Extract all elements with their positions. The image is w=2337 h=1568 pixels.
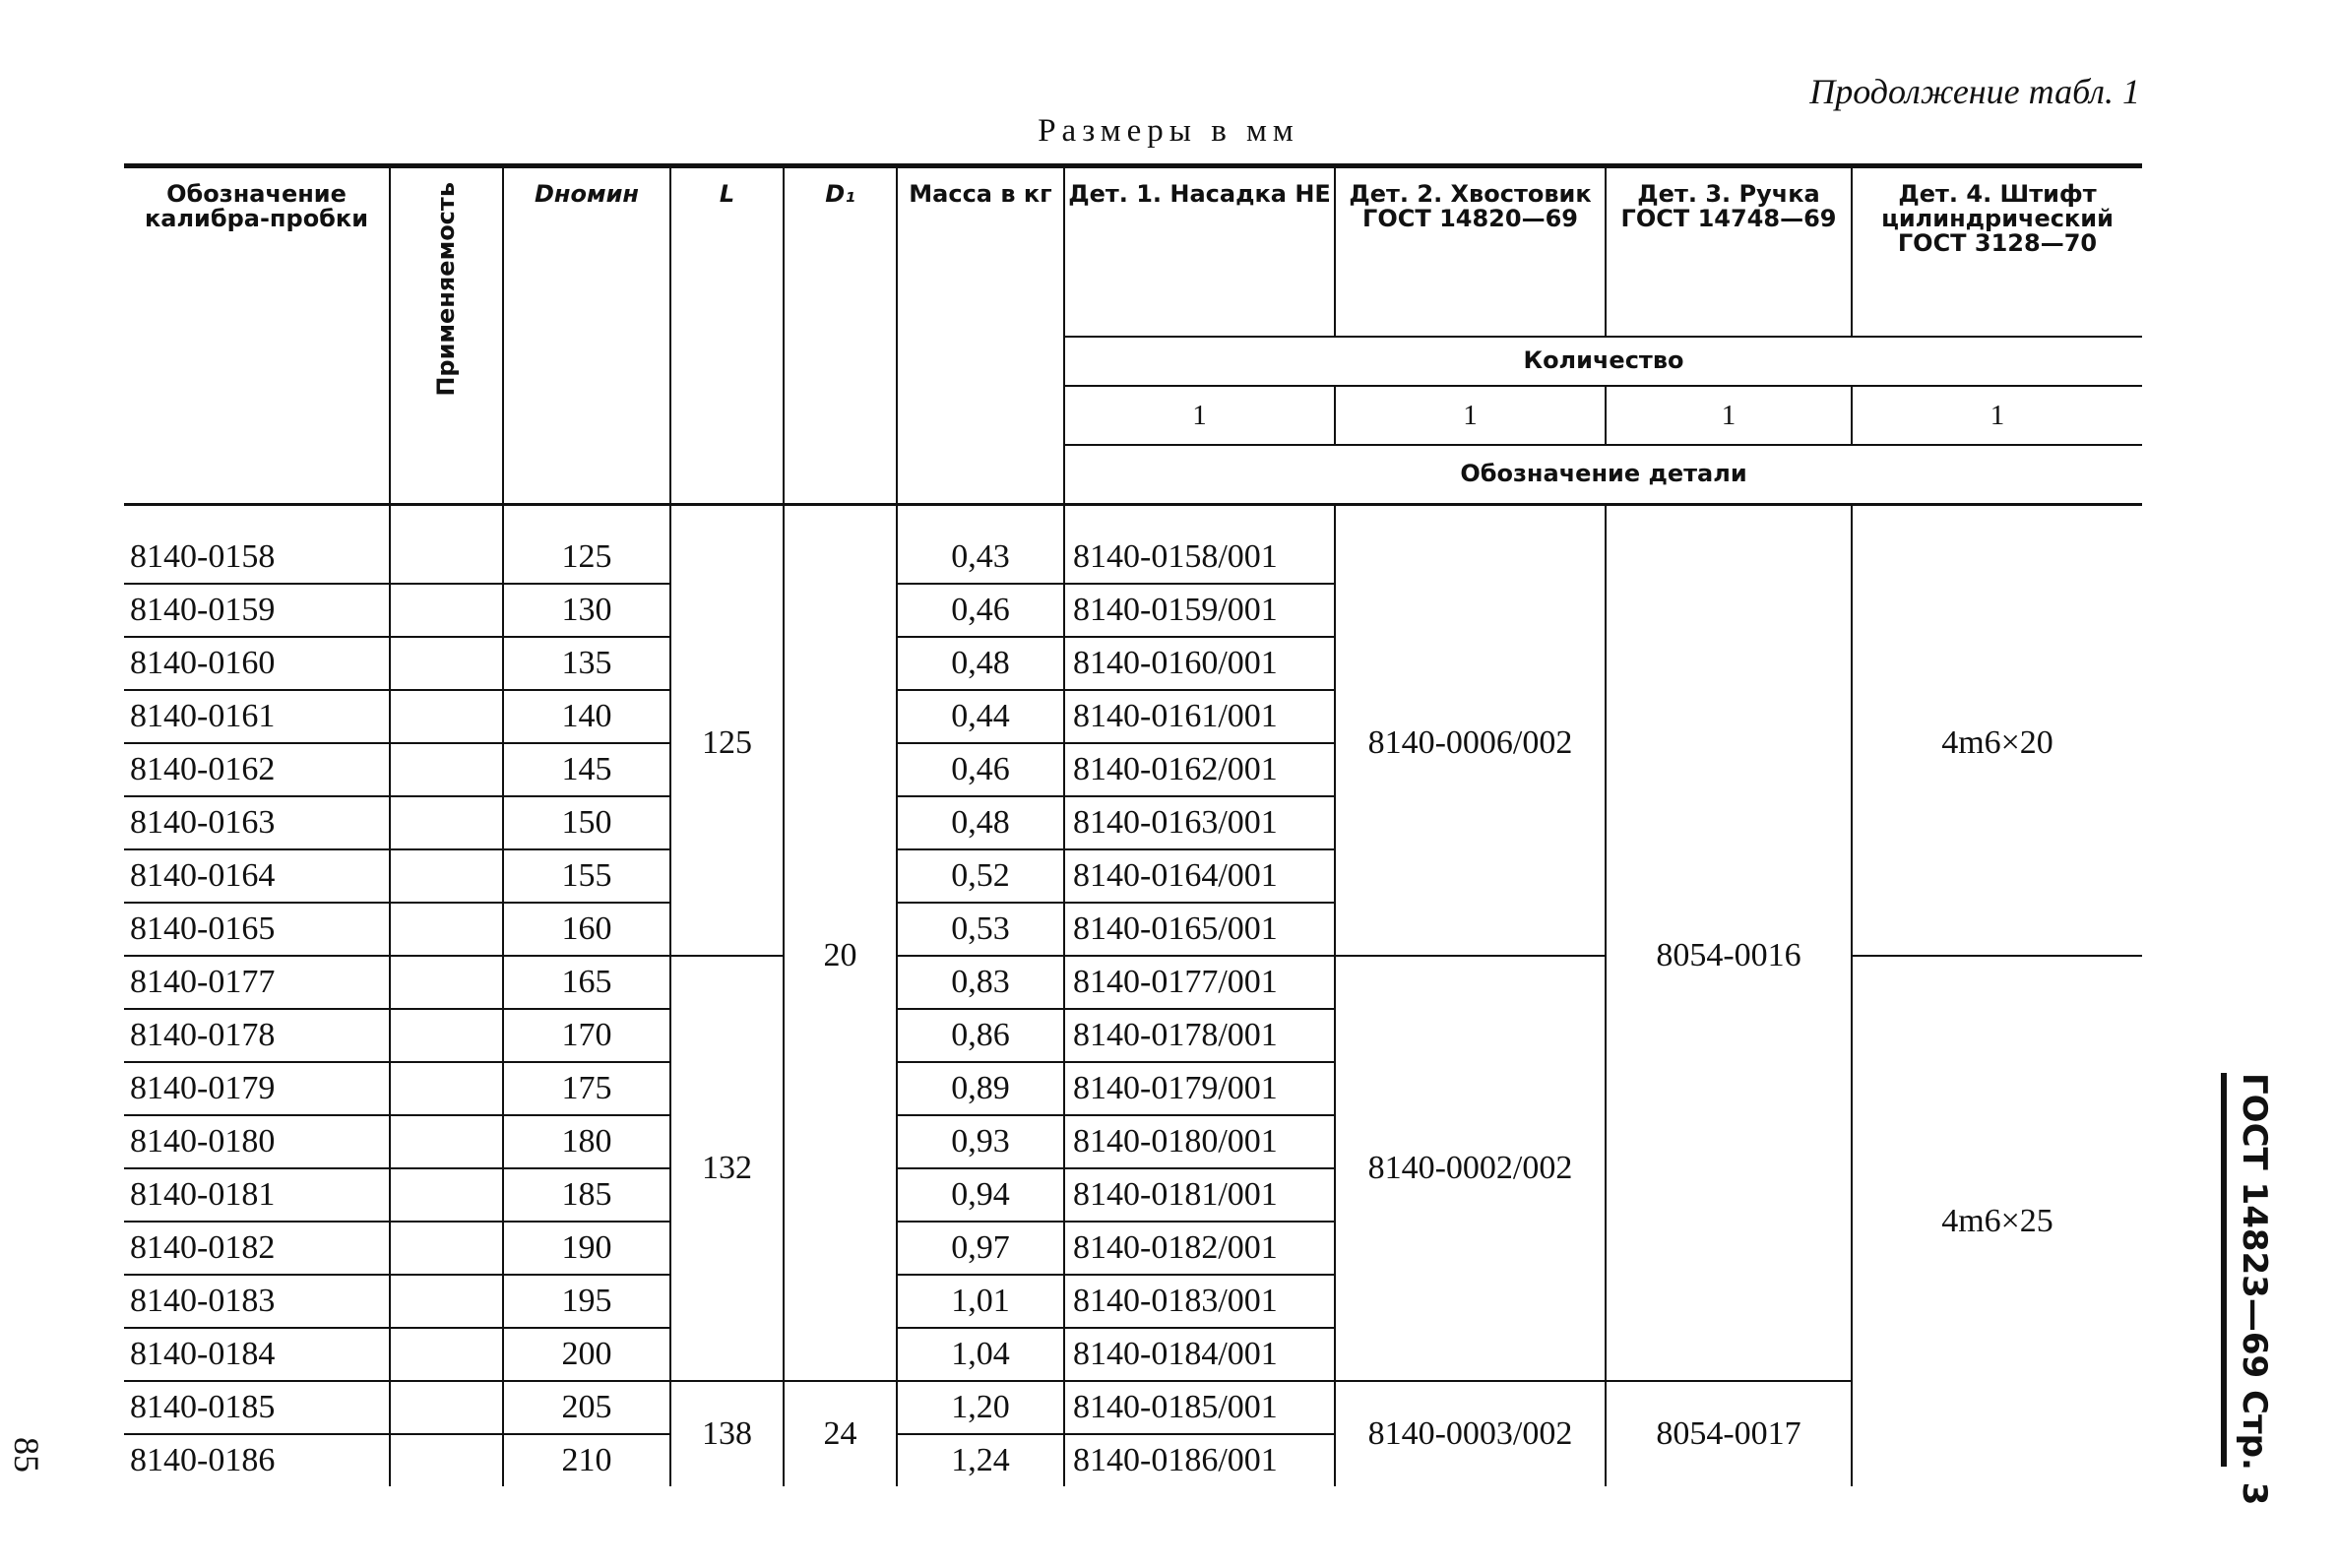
cell-code: 8140-0180 bbox=[124, 1115, 390, 1168]
cell-l: 138 bbox=[670, 1381, 784, 1486]
cell-code: 8140-0183 bbox=[124, 1275, 390, 1328]
cell-d-nom: 195 bbox=[503, 1275, 670, 1328]
cell-code: 8140-0181 bbox=[124, 1168, 390, 1222]
cell-mass: 0,44 bbox=[897, 690, 1064, 743]
cell-code: 8140-0185 bbox=[124, 1381, 390, 1434]
cell-mass: 0,48 bbox=[897, 637, 1064, 690]
cell-d-nom: 140 bbox=[503, 690, 670, 743]
units-note: Размеры в мм bbox=[1038, 113, 1299, 149]
cell-code: 8140-0179 bbox=[124, 1062, 390, 1115]
cell-d-nom: 175 bbox=[503, 1062, 670, 1115]
cell-applicability bbox=[390, 1381, 503, 1434]
cell-code: 8140-0161 bbox=[124, 690, 390, 743]
header-det4: Дет. 4. Штифт цилиндрический ГОСТ 3128—70 bbox=[1852, 166, 2142, 338]
cell-det1: 8140-0160/001 bbox=[1064, 637, 1335, 690]
cell-d-nom: 180 bbox=[503, 1115, 670, 1168]
cell-d1: 20 bbox=[784, 532, 897, 1381]
side-gost-label bbox=[2221, 1073, 2278, 1506]
cell-l: 132 bbox=[670, 956, 784, 1381]
header-applicability bbox=[390, 166, 503, 505]
cell-mass: 0,97 bbox=[897, 1222, 1064, 1275]
cell-det1: 8140-0185/001 bbox=[1064, 1381, 1335, 1434]
cell-mass: 0,94 bbox=[897, 1168, 1064, 1222]
cell-mass: 0,52 bbox=[897, 849, 1064, 903]
cell-applicability bbox=[390, 1328, 503, 1381]
header-l: L bbox=[670, 166, 784, 505]
cell-det3: 8054-0016 bbox=[1606, 532, 1852, 1381]
cell-d-nom: 160 bbox=[503, 903, 670, 956]
table-row bbox=[124, 532, 2142, 584]
cell-applicability bbox=[390, 743, 503, 796]
header-det3: Дет. 3. Ручка ГОСТ 14748—69 bbox=[1606, 166, 1852, 338]
header-d-nom: Dномин bbox=[503, 166, 670, 505]
cell-det1: 8140-0178/001 bbox=[1064, 1009, 1335, 1062]
cell-mass: 0,53 bbox=[897, 903, 1064, 956]
cell-det1: 8140-0177/001 bbox=[1064, 956, 1335, 1009]
cell-code: 8140-0158 bbox=[124, 532, 390, 584]
gauge-table bbox=[124, 163, 2142, 1486]
qty-det4: 1 bbox=[1852, 386, 2142, 445]
cell-applicability bbox=[390, 1275, 503, 1328]
cell-det1: 8140-0182/001 bbox=[1064, 1222, 1335, 1275]
cell-d-nom: 165 bbox=[503, 956, 670, 1009]
cell-det1: 8140-0180/001 bbox=[1064, 1115, 1335, 1168]
cell-d-nom: 210 bbox=[503, 1434, 670, 1486]
cell-applicability bbox=[390, 903, 503, 956]
cell-applicability bbox=[390, 1062, 503, 1115]
cell-det1: 8140-0165/001 bbox=[1064, 903, 1335, 956]
cell-mass: 1,24 bbox=[897, 1434, 1064, 1486]
cell-l: 125 bbox=[670, 532, 784, 956]
cell-d-nom: 190 bbox=[503, 1222, 670, 1275]
cell-d-nom: 155 bbox=[503, 849, 670, 903]
header-det2: Дет. 2. Хвостовик ГОСТ 14820—69 bbox=[1335, 166, 1606, 338]
cell-code: 8140-0159 bbox=[124, 584, 390, 637]
cell-det1: 8140-0158/001 bbox=[1064, 532, 1335, 584]
cell-applicability bbox=[390, 637, 503, 690]
cell-code: 8140-0178 bbox=[124, 1009, 390, 1062]
cell-applicability bbox=[390, 532, 503, 584]
header-det1: Дет. 1. Насадка НЕ bbox=[1064, 166, 1335, 338]
cell-det4: 4m6×20 bbox=[1852, 532, 2142, 956]
cell-det1: 8140-0162/001 bbox=[1064, 743, 1335, 796]
cell-applicability bbox=[390, 956, 503, 1009]
cell-det2: 8140-0002/002 bbox=[1335, 956, 1606, 1381]
table-body bbox=[124, 505, 2142, 1487]
cell-det1: 8140-0179/001 bbox=[1064, 1062, 1335, 1115]
cell-applicability bbox=[390, 796, 503, 849]
cell-code: 8140-0186 bbox=[130, 1442, 276, 1478]
cell-det1: 8140-0184/001 bbox=[1064, 1328, 1335, 1381]
cell-code: 8140-0165 bbox=[124, 903, 390, 956]
table-row bbox=[124, 1381, 2142, 1434]
cell-d-nom: 145 bbox=[503, 743, 670, 796]
cell-det1: 8140-0183/001 bbox=[1064, 1275, 1335, 1328]
cell-code: 8140-0162 bbox=[124, 743, 390, 796]
qty-det2: 1 bbox=[1335, 386, 1606, 445]
cell-code: 8140-0160 bbox=[124, 637, 390, 690]
side-gost-text: ГОСТ 14823—69 Стр. 3 bbox=[2235, 1073, 2274, 1506]
cell-code: 8140-0163 bbox=[124, 796, 390, 849]
cell-d-nom: 185 bbox=[503, 1168, 670, 1222]
cell-mass: 0,46 bbox=[897, 743, 1064, 796]
qty-det3: 1 bbox=[1606, 386, 1852, 445]
cell-d-nom: 170 bbox=[503, 1009, 670, 1062]
cell-det1: 8140-0164/001 bbox=[1064, 849, 1335, 903]
cell-det3: 8054-0017 bbox=[1606, 1381, 1852, 1486]
cell-mass: 0,83 bbox=[897, 956, 1064, 1009]
cell-det1: 8140-0159/001 bbox=[1064, 584, 1335, 637]
cell-applicability bbox=[390, 584, 503, 637]
cell-mass: 0,93 bbox=[897, 1115, 1064, 1168]
cell-det4: 4m6×25 bbox=[1852, 956, 2142, 1486]
cell-applicability bbox=[390, 690, 503, 743]
cell-d-nom: 205 bbox=[503, 1381, 670, 1434]
cell-code: 8140-0164 bbox=[124, 849, 390, 903]
cell-mass: 0,48 bbox=[897, 796, 1064, 849]
cell-d-nom: 130 bbox=[503, 584, 670, 637]
cell-det1: 8140-0181/001 bbox=[1064, 1168, 1335, 1222]
header-mass: Масса в кг bbox=[897, 166, 1064, 505]
cell-mass: 0,86 bbox=[897, 1009, 1064, 1062]
header-quantity: Количество bbox=[1064, 337, 2142, 386]
cell-code: 8140-0182 bbox=[124, 1222, 390, 1275]
cell-applicability bbox=[390, 849, 503, 903]
cell-mass: 1,04 bbox=[897, 1328, 1064, 1381]
cell-code: 8140-0177 bbox=[124, 956, 390, 1009]
header-part-designation: Обозначение детали bbox=[1064, 445, 2142, 505]
cell-d-nom: 150 bbox=[503, 796, 670, 849]
header-d1: D₁ bbox=[784, 166, 897, 505]
page-number: 85 bbox=[7, 1437, 46, 1473]
header-applicability-text: Применяемость bbox=[431, 182, 460, 397]
cell-mass: 1,20 bbox=[897, 1381, 1064, 1434]
cell-mass: 0,89 bbox=[897, 1062, 1064, 1115]
cell-d-nom: 200 bbox=[503, 1328, 670, 1381]
cell-d-nom: 125 bbox=[503, 532, 670, 584]
cell-applicability bbox=[390, 1434, 503, 1486]
cell-applicability bbox=[390, 1115, 503, 1168]
cell-det2: 8140-0003/002 bbox=[1335, 1381, 1606, 1486]
cell-mass: 0,43 bbox=[897, 532, 1064, 584]
cell-applicability bbox=[390, 1222, 503, 1275]
cell-applicability bbox=[390, 1168, 503, 1222]
cell-det1: 8140-0161/001 bbox=[1064, 690, 1335, 743]
cell-det1: 8140-0163/001 bbox=[1064, 796, 1335, 849]
cell-det2: 8140-0006/002 bbox=[1335, 532, 1606, 956]
cell-mass: 1,01 bbox=[897, 1275, 1064, 1328]
cell-mass: 0,46 bbox=[897, 584, 1064, 637]
cell-det1: 8140-0186/001 bbox=[1064, 1434, 1335, 1486]
cell-code: 8140-0184 bbox=[124, 1328, 390, 1381]
cell-applicability bbox=[390, 1009, 503, 1062]
header-designation: Обозначение калибра-пробки bbox=[124, 166, 390, 505]
cell-d-nom: 135 bbox=[503, 637, 670, 690]
cell-d1: 24 bbox=[784, 1381, 897, 1486]
continuation-note: Продолжение табл. 1 bbox=[1809, 72, 2140, 111]
qty-det1: 1 bbox=[1064, 386, 1335, 445]
